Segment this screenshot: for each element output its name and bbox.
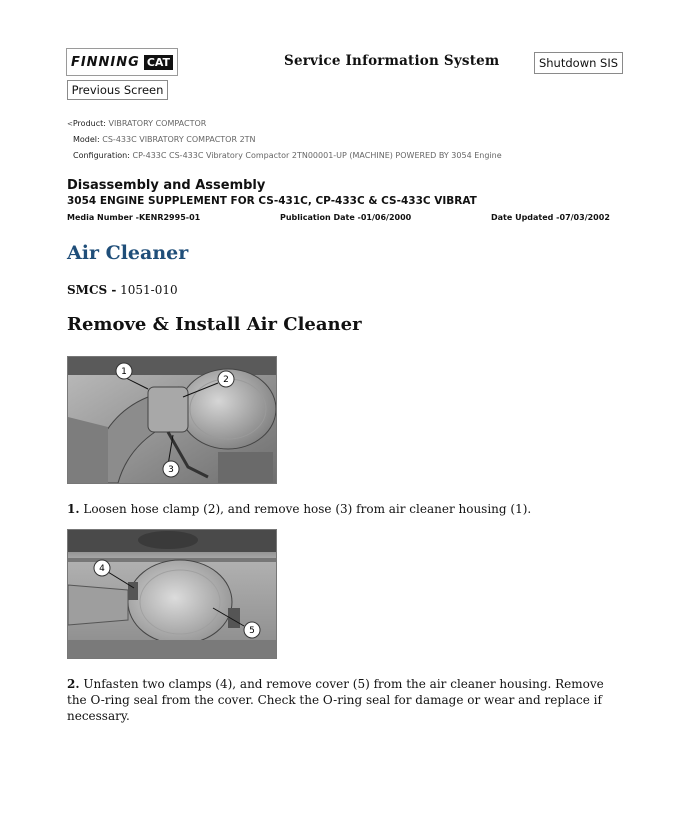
- model-value: CS-433C VIBRATORY COMPACTOR 2TN: [102, 135, 256, 144]
- product-label: Product:: [72, 119, 106, 128]
- smcs-label: SMCS -: [67, 283, 117, 297]
- breadcrumb-model: [73, 135, 256, 144]
- config-label: Configuration:: [73, 151, 130, 160]
- breadcrumb-configuration: [73, 151, 502, 160]
- logo-wordmark: FINNING: [70, 54, 140, 70]
- publication-date: Publication Date -01/06/2000: [280, 213, 412, 222]
- callout-2: 2: [223, 375, 229, 385]
- step-2-text: Unfasten two clamps (4), and remove cover (5) from the air cleaner housing. Remove the O-ring seal from the cover. Check the O-ring seal for damage or wear and replace if necessary.: [67, 677, 604, 723]
- procedure-title: Remove & Install Air Cleaner: [67, 314, 362, 335]
- step-2-number: 2.: [67, 677, 80, 691]
- date-updated: Date Updated -07/03/2002: [491, 213, 610, 222]
- callout-3: 3: [168, 465, 174, 475]
- finning-cat-logo: [66, 48, 178, 76]
- breadcrumb-product: [67, 119, 206, 128]
- model-label: Model:: [73, 135, 100, 144]
- shutdown-sis-button[interactable]: Shutdown SIS: [534, 52, 623, 74]
- config-value: CP-433C CS-433C Vibratory Compactor 2TN00001-UP (MACHINE) POWERED BY 3054 Engine: [132, 151, 502, 160]
- callout-4: 4: [99, 564, 105, 574]
- section-title: Disassembly and Assembly: [67, 178, 266, 193]
- product-value: VIBRATORY COMPACTOR: [108, 119, 207, 128]
- step-2: [67, 676, 627, 724]
- air-cleaner-photo-1: [67, 356, 277, 484]
- supplement-title: 3054 ENGINE SUPPLEMENT FOR CS-431C, CP-433C & CS-433C VIBRAT: [67, 195, 477, 207]
- cat-badge: CAT: [144, 55, 173, 70]
- callout-1: 1: [121, 367, 127, 377]
- app-title: Service Information System: [284, 53, 500, 69]
- callout-5: 5: [249, 626, 255, 636]
- air-cleaner-photo-2: [67, 529, 277, 659]
- step-1-text: Loosen hose clamp (2), and remove hose (3) from air cleaner housing (1).: [79, 502, 532, 516]
- media-number: Media Number -KENR2995-01: [67, 213, 201, 222]
- back-arrow-icon[interactable]: <: [67, 120, 73, 128]
- step-1: [67, 501, 627, 517]
- step-1-number: 1.: [67, 502, 80, 516]
- page-title: Air Cleaner: [67, 242, 189, 264]
- smcs-value: 1051-010: [116, 283, 178, 297]
- smcs-code: [67, 283, 178, 297]
- previous-screen-button[interactable]: Previous Screen: [67, 80, 168, 100]
